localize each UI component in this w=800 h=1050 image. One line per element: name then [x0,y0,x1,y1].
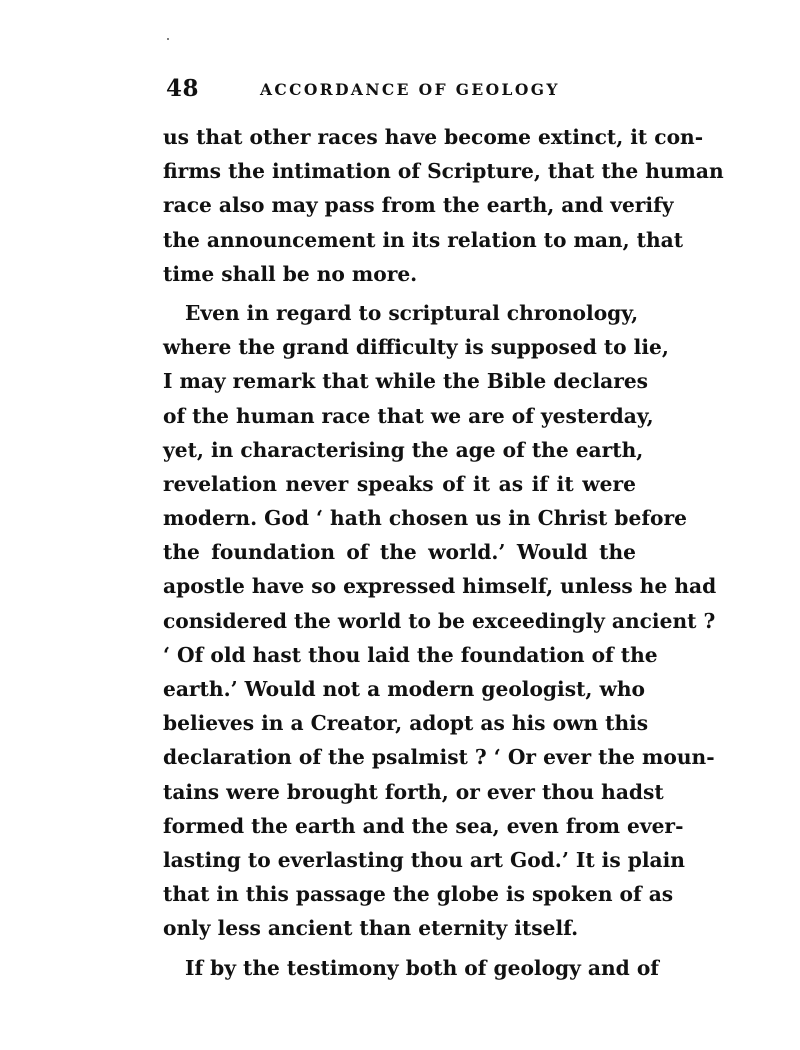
text-line: revelation never speaks of it as if it were [163,471,636,496]
text-line: where the grand difficulty is supposed to lie, [163,335,669,360]
text-line: race also may pass from the earth, and verify [163,193,674,218]
text-line: Even in regard to scriptural chronology, [185,300,639,325]
text-line: firms the intimation of Scripture, that the human [163,159,724,184]
text-line: modern. God ‘ hath chosen us in Christ before [163,506,687,531]
text-line: ‘ Of old hast thou laid the foundation of the [163,642,658,667]
paragraph-1 [163,120,724,291]
body-text [163,120,724,985]
text-line: only less ancient than eternity itself. [163,916,579,941]
running-head [166,75,636,105]
text-line: the announcement in its relation to man, that [163,227,684,252]
text-line: considered the world to be exceedingly ancient ? [163,608,716,633]
text-line: tains were brought forth, or ever thou hadst [163,779,664,804]
text-line: earth.’ Would not a modern geologist, who [163,677,645,701]
page-number: 48 [166,75,200,102]
text-line: the foundation of the world.’ Would the [163,540,636,565]
text-line: yet, in characterising the age of the earth, [163,437,644,462]
text-line: declaration of the psalmist ? ‘ Or ever the moun- [163,745,715,770]
text-line: of the human race that we are of yesterday, [163,403,654,428]
stray-ink-mark [167,38,169,40]
text-line: lasting to everlasting thou art God.’ It is plain [163,847,685,872]
text-line: believes in a Creator, adopt as his own this [163,711,649,736]
paragraph-3 [163,951,659,985]
paragraph-2 [163,296,717,946]
text-line: apostle have so expressed himself, unless he had [163,574,717,599]
text-line: that in this passage the globe is spoken of as [163,882,674,907]
text-line: I may remark that while the Bible declares [163,369,649,394]
text-line: time shall be no more. [163,261,418,286]
text-line: formed the earth and the sea, even from ever- [163,813,684,838]
text-line: If by the testimony both of geology and of [185,955,659,980]
text-line: us that other races have become extinct, it con- [163,125,704,149]
running-head-title: ACCORDANCE OF GEOLOGY [260,80,560,99]
